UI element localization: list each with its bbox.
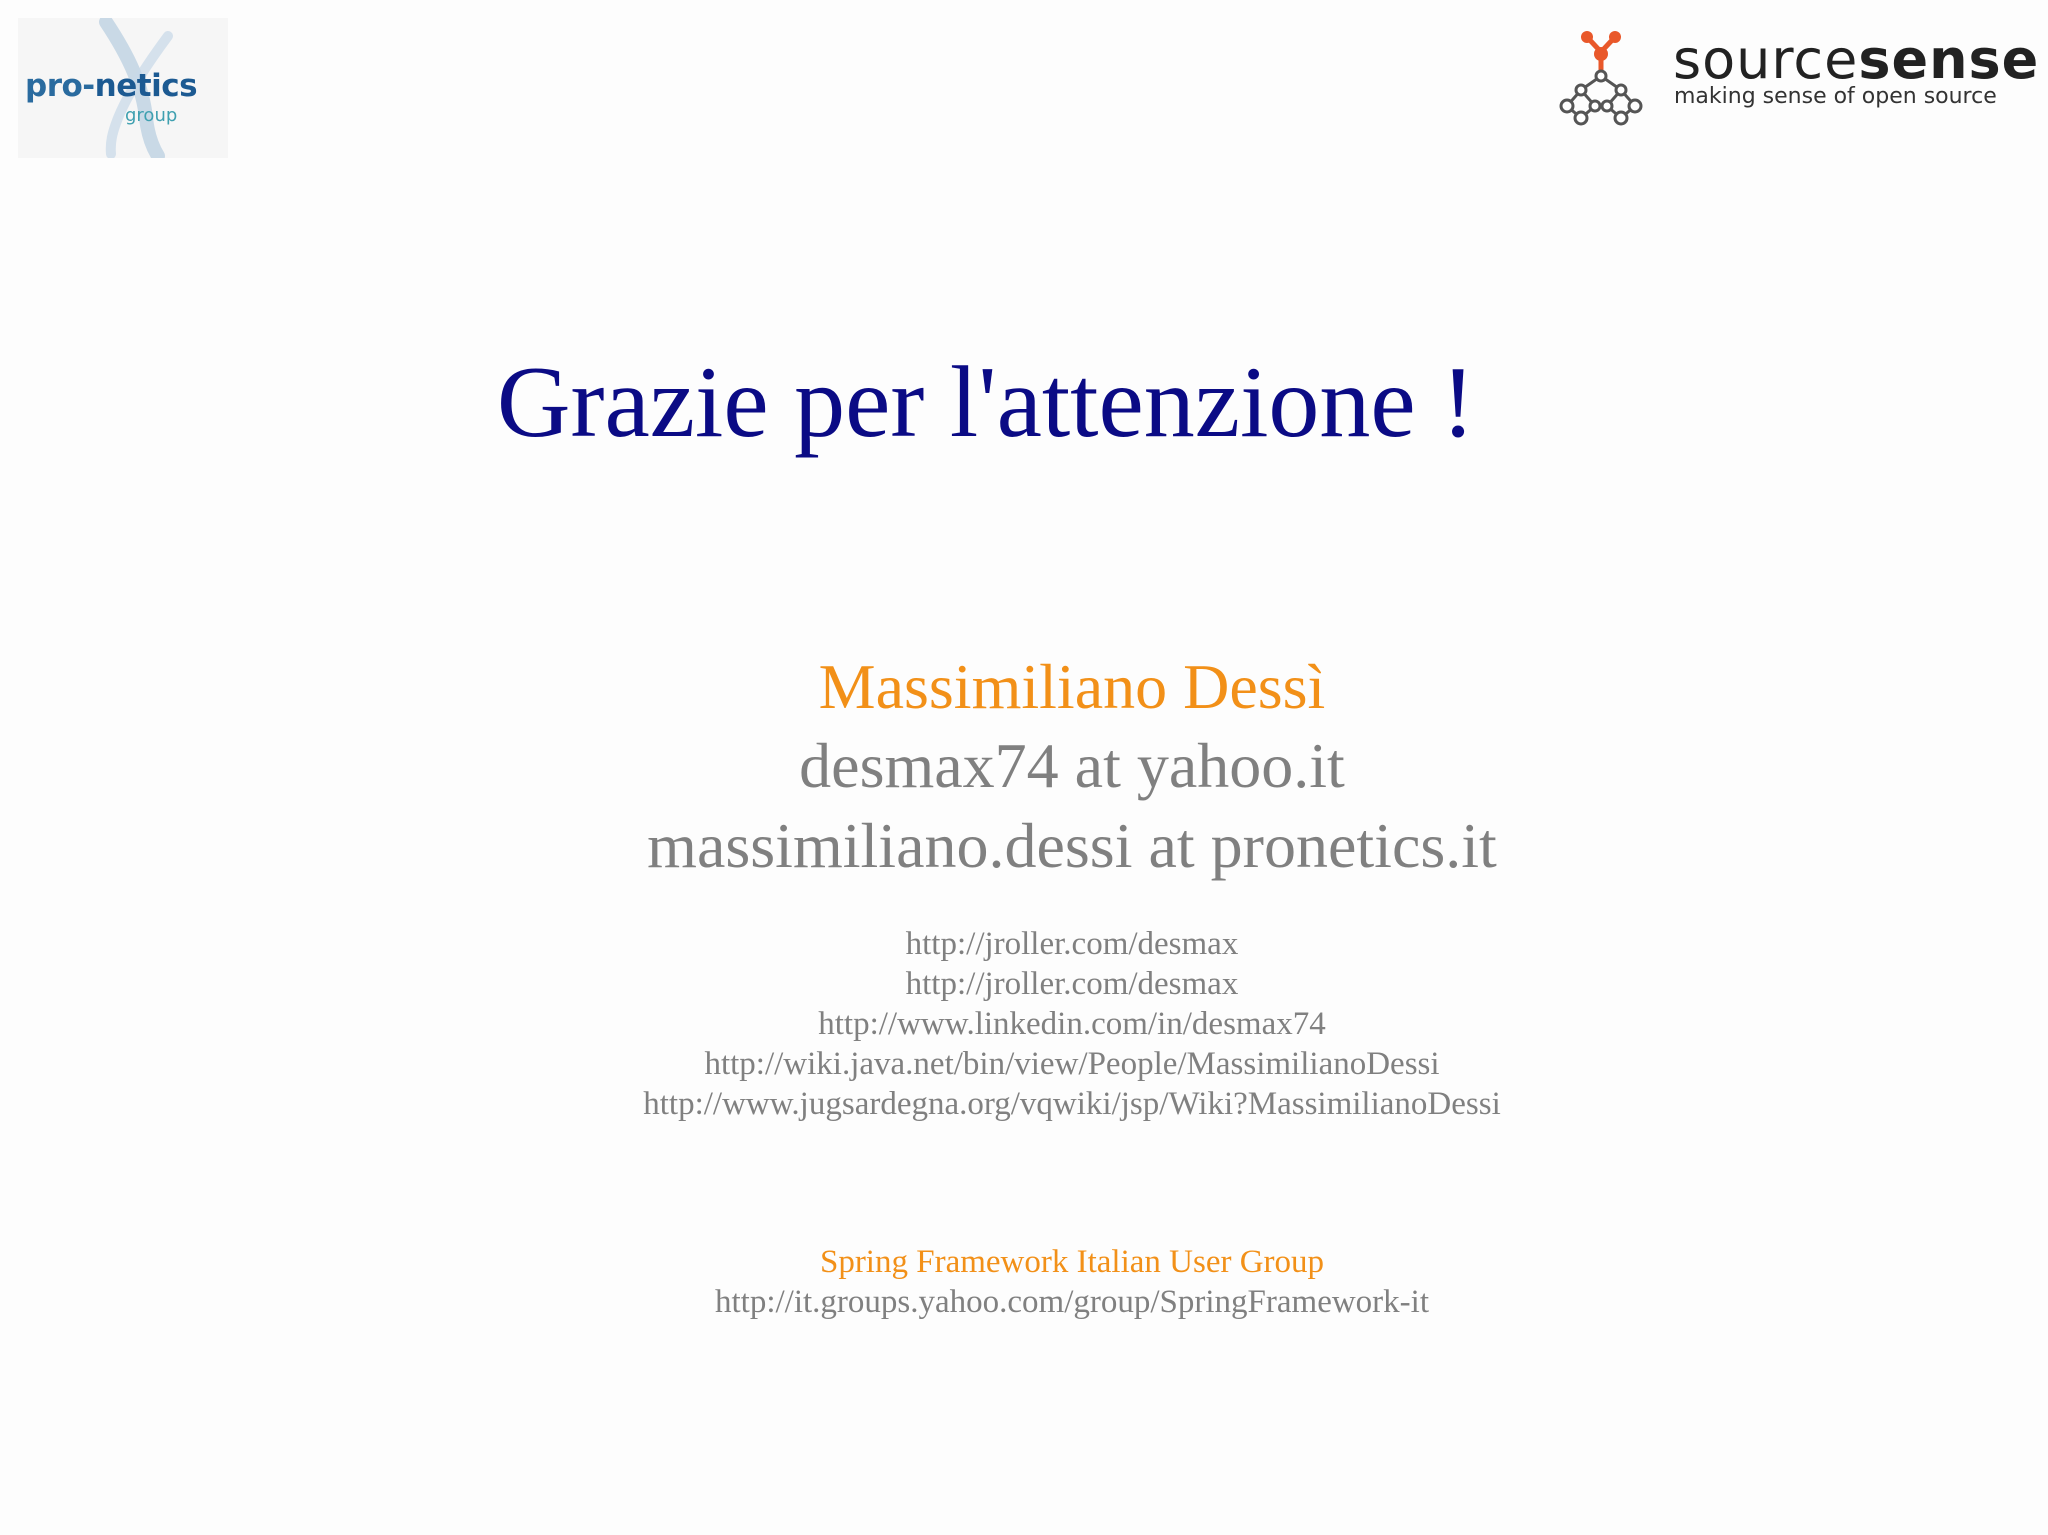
pronetics-logo <box>18 18 228 158</box>
author-name: Massimiliano Dessì <box>818 651 1326 722</box>
link-jroller: http://jroller.com/desmax <box>905 926 1239 962</box>
pronetics-logo-subtext: group <box>125 105 178 126</box>
sourcesense-wordmark: sourcesense <box>1673 28 2040 91</box>
sourcesense-logo <box>1555 28 2040 128</box>
link-linkedin: http://www.linkedin.com/in/desmax74 <box>818 1006 1326 1042</box>
link-jugsardegna: http://www.jugsardegna.org/vqwiki/jsp/Wiki?MassimilianoDessi <box>643 1086 1501 1122</box>
user-group-name: Spring Framework Italian User Group <box>819 1244 1325 1280</box>
link-java-wiki: http://wiki.java.net/bin/view/People/MassimilianoDessi <box>704 1046 1440 1082</box>
user-group-url: http://it.groups.yahoo.com/group/SpringFramework-it <box>714 1284 1429 1320</box>
sourcesense-network-icon <box>1555 28 1665 128</box>
author-email: massimiliano.dessi at pronetics.it <box>647 810 1497 881</box>
author-links <box>48 924 2048 1124</box>
link-jroller: http://jroller.com/desmax <box>905 966 1239 1002</box>
pronetics-logo-text: pro-netics <box>25 68 198 104</box>
author-email: desmax74 at yahoo.it <box>799 730 1345 801</box>
slide-title: Grazie per l'attenzione ! <box>496 346 1476 459</box>
sourcesense-tagline: making sense of open source <box>1674 84 1997 109</box>
